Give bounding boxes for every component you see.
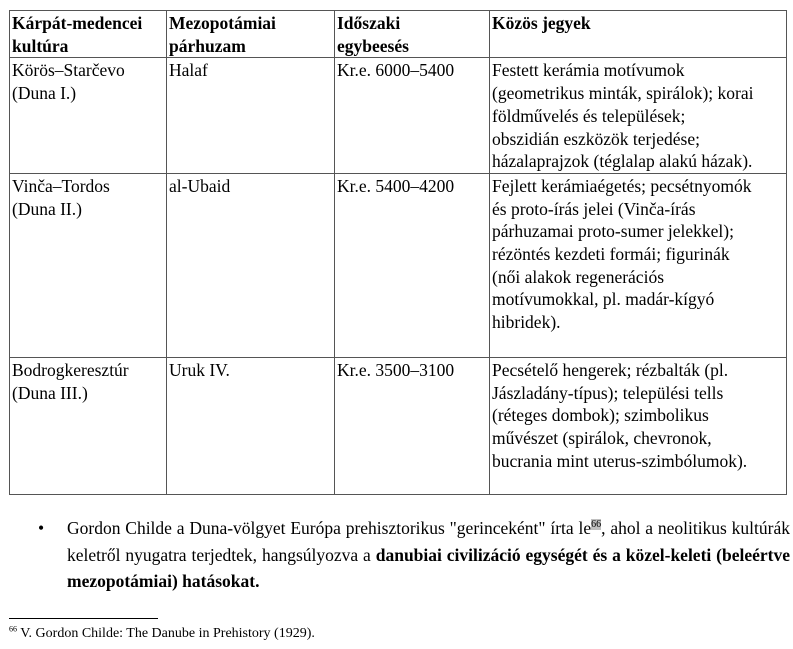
text-segment: Gordon Childe a Duna-völgyet Európa prehisztorikus "gerinceként" írta le <box>67 518 592 538</box>
table-cell: Uruk IV. <box>167 357 335 494</box>
footnote-number: 66 <box>9 624 17 634</box>
footnote-reference[interactable]: 66 <box>591 519 602 531</box>
table-cell: Kr.e. 5400–4200 <box>335 173 490 357</box>
header-cell: Kárpát-medencei kultúra <box>10 11 167 58</box>
text-segment: , ahol a neolitikus kultúrák keletről nyugatra terjedtek, hangsúlyozva a <box>67 518 790 565</box>
cultures-comparison-table <box>9 10 787 495</box>
table-row <box>10 58 787 174</box>
table-cell: Körös–Starčevo (Duna I.) <box>10 58 167 174</box>
header-cell: Közös jegyek <box>490 11 787 58</box>
footnote-text: V. Gordon Childe: The Danube in Prehistory (1929). <box>20 626 315 641</box>
bullet-text <box>67 515 790 595</box>
table-cell: Bodrogkeresztúr (Duna III.) <box>10 357 167 494</box>
table-cell: Halaf <box>167 58 335 174</box>
bullet-icon: • <box>38 518 45 538</box>
table-row <box>10 357 787 494</box>
bullet-paragraph <box>38 515 790 595</box>
table-row <box>10 173 787 357</box>
bold-text: danubiai civilizáció egységét és a közel-keleti (beleértve mezopotámiai) hatásokat. <box>67 544 790 591</box>
table-cell: Festett kerámia motívumok (geometrikus minták, spirálok); korai földművelés és települések; obszidián eszközök terjedése; házalaprajzok (téglalap alakú házak). <box>490 58 787 174</box>
table-header-row <box>10 11 787 58</box>
table-cell: Fejlett kerámiaégetés; pecsétnyomók és proto-írás jelei (Vinča-írás párhuzamai proto-sumer jelekkel); rézöntés kezdeti formái; figurinák (női alakok regenerációs motívumokkal, pl. madár-kígyó hibridek). <box>490 173 787 357</box>
footnote-separator <box>9 618 158 619</box>
table-cell: Kr.e. 6000–5400 <box>335 58 490 174</box>
footnote <box>9 626 315 642</box>
table-cell: Pecsételő hengerek; rézbalták (pl. Jászladány-típus); települési tells (réteges dombok); szimbolikus művészet (spirálok, chevronok, bucrania mint uterus-szimbólumok). <box>490 357 787 494</box>
header-cell: Mezopotámiai párhuzam <box>167 11 335 58</box>
table-cell: Kr.e. 3500–3100 <box>335 357 490 494</box>
table-cell: al-Ubaid <box>167 173 335 357</box>
header-cell: Időszaki egybeesés <box>335 11 490 58</box>
table-cell: Vinča–Tordos (Duna II.) <box>10 173 167 357</box>
